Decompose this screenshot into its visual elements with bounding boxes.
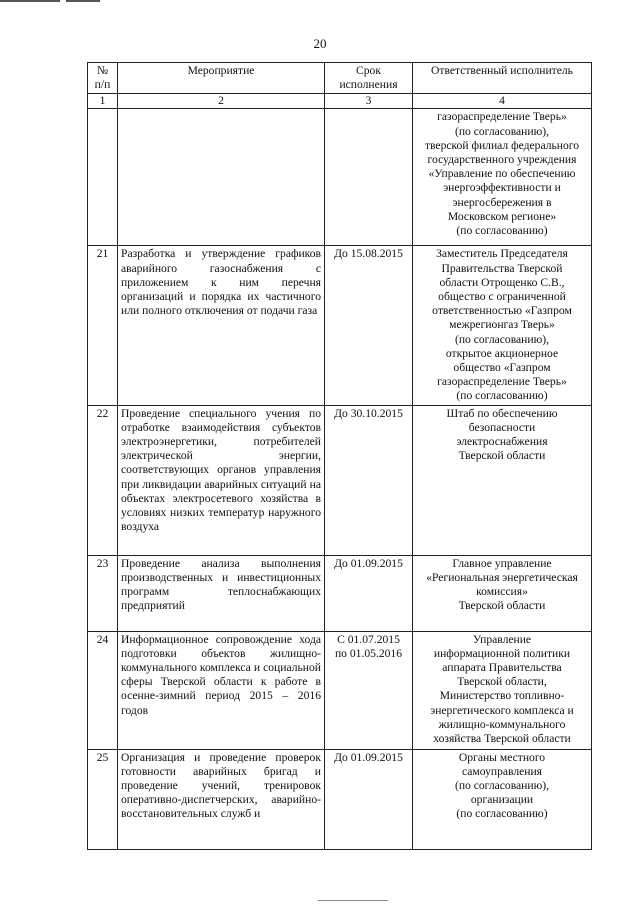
column-index: 1	[88, 94, 118, 109]
column-index-row	[88, 94, 592, 109]
text-line: энергоэффективности и	[443, 181, 561, 195]
text-line: До 15.08.2015	[334, 247, 403, 261]
text-line: тверской филиал федерального	[424, 138, 580, 152]
text-line: комиссия»	[476, 585, 528, 599]
row-number: 21	[88, 246, 118, 405]
text-line: Правительства Тверской	[441, 261, 563, 275]
text-line: общество «Газпром	[453, 361, 551, 375]
text-line: С 01.07.2015	[337, 632, 400, 646]
text-line: государственного учреждения	[427, 153, 577, 167]
responsible-cell	[413, 246, 592, 405]
table-header-row	[88, 63, 592, 94]
deadline-cell	[325, 555, 413, 631]
text-line: самоуправления	[461, 764, 543, 778]
action-plan-table	[87, 62, 592, 850]
row-number: 25	[88, 749, 118, 849]
text-line: ответственностью «Газпром	[432, 304, 572, 318]
text-line: электроснабжения	[456, 435, 548, 449]
text-line: общество с ограниченной	[438, 290, 566, 304]
text-line: До 01.09.2015	[334, 556, 403, 570]
event-description: Информационное сопровождение хода подготовки объектов жилищно-коммунального комплекса и социальной сферы Тверской области к работе в осенне-зимний период 2015 – 2016 годов	[118, 631, 325, 749]
text-line: газораспределение Тверь»	[437, 110, 567, 124]
text-line: энергетического комплекса и	[430, 703, 574, 717]
text-line: жилищно-коммунального	[438, 717, 566, 731]
table-row	[88, 749, 592, 849]
event-description: Разработка и утверждение графиков аварийного газоснабжения с приложением к ним перечня организаций и порядка их частичного или полного отключения от подачи газа	[118, 246, 325, 405]
row-number: 23	[88, 555, 118, 631]
column-index: 4	[413, 94, 592, 109]
text-line: Тверской области	[458, 599, 546, 613]
table-row	[88, 555, 592, 631]
table-row	[88, 246, 592, 405]
column-index: 3	[325, 94, 413, 109]
text-line: хозяйства Тверской области	[433, 732, 571, 746]
header-num: № п/п	[88, 63, 118, 94]
row-number: 24	[88, 631, 118, 749]
table-row	[88, 631, 592, 749]
event-description: Организация и проведение проверок готовности аварийных бригад и проведение учений, тренировок оперативно-диспетчерских, аварийно-восстановительных служб и	[118, 749, 325, 849]
text-line: (по согласованию),	[454, 332, 550, 346]
responsible-cell	[413, 749, 592, 849]
header-event: Мероприятие	[118, 63, 325, 94]
text-line: Главное управление	[452, 556, 552, 570]
responsible-cell	[413, 631, 592, 749]
text-line: организации	[470, 793, 534, 807]
deadline-cell	[325, 405, 413, 555]
event-description: Проведение анализа выполнения производственных и инвестиционных программ теплоснабжающих предприятий	[118, 555, 325, 631]
text-line: (по согласованию),	[454, 124, 550, 138]
responsible-cell	[413, 555, 592, 631]
text-line: безопасности	[468, 420, 536, 434]
text-line: Тверской области,	[457, 675, 547, 689]
text-line: Штаб по обеспечению	[446, 406, 558, 420]
text-line: (по согласованию)	[456, 224, 548, 238]
text-line: (по согласованию),	[454, 779, 550, 793]
text-line: информационной политики	[433, 646, 571, 660]
text-line: аппарата Правительства	[442, 661, 562, 675]
text-line: (по согласованию)	[456, 807, 548, 821]
text-line: межрегионгаз Тверь»	[449, 318, 555, 332]
text-line: по 01.05.2016	[334, 646, 403, 660]
text-line: Органы местного	[458, 750, 546, 764]
text-line: До 30.10.2015	[334, 406, 403, 420]
text-line: открытое акционерное	[445, 346, 559, 360]
header-responsible: Ответственный исполнитель	[413, 63, 592, 94]
text-line: «Региональная энергетическая	[426, 570, 578, 584]
text-line: До 01.09.2015	[334, 750, 403, 764]
text-line: области Отрощенко С.В.,	[439, 275, 565, 289]
text-line: (по согласованию)	[456, 389, 548, 403]
deadline-cell	[325, 631, 413, 749]
responsible-cell	[413, 109, 592, 246]
responsible-cell	[413, 405, 592, 555]
text-line: энергосбережения в	[452, 195, 552, 209]
deadline-cell	[325, 749, 413, 849]
event-description: Проведение специального учения по отработке взаимодействия субъектов электроэнергетики, потребителей электрической энергии, соответствующих органов управления при ликвидации аварийных ситуаций на объектах электросетевого хозяйства в условиях низких температур наружного воздуха	[118, 405, 325, 555]
scan-edge-mark	[0, 0, 60, 2]
table-row-continuation	[88, 109, 592, 246]
page-number: 20	[313, 36, 327, 51]
scan-edge-mark	[318, 900, 388, 901]
table-row	[88, 405, 592, 555]
deadline-cell	[325, 246, 413, 405]
text-line: «Управление по обеспечению	[428, 167, 576, 181]
text-line: Московском регионе»	[447, 209, 557, 223]
text-line: Управление	[472, 632, 532, 646]
text-line: Тверской области	[458, 449, 546, 463]
text-line: Министерство топливно-	[439, 689, 565, 703]
row-number: 22	[88, 405, 118, 555]
text-line: Заместитель Председателя	[436, 247, 568, 261]
header-date: Срок исполнения	[325, 63, 413, 94]
column-index: 2	[118, 94, 325, 109]
text-line: газораспределение Тверь»	[437, 375, 567, 389]
table-body	[88, 109, 592, 849]
scan-edge-mark	[66, 0, 100, 2]
